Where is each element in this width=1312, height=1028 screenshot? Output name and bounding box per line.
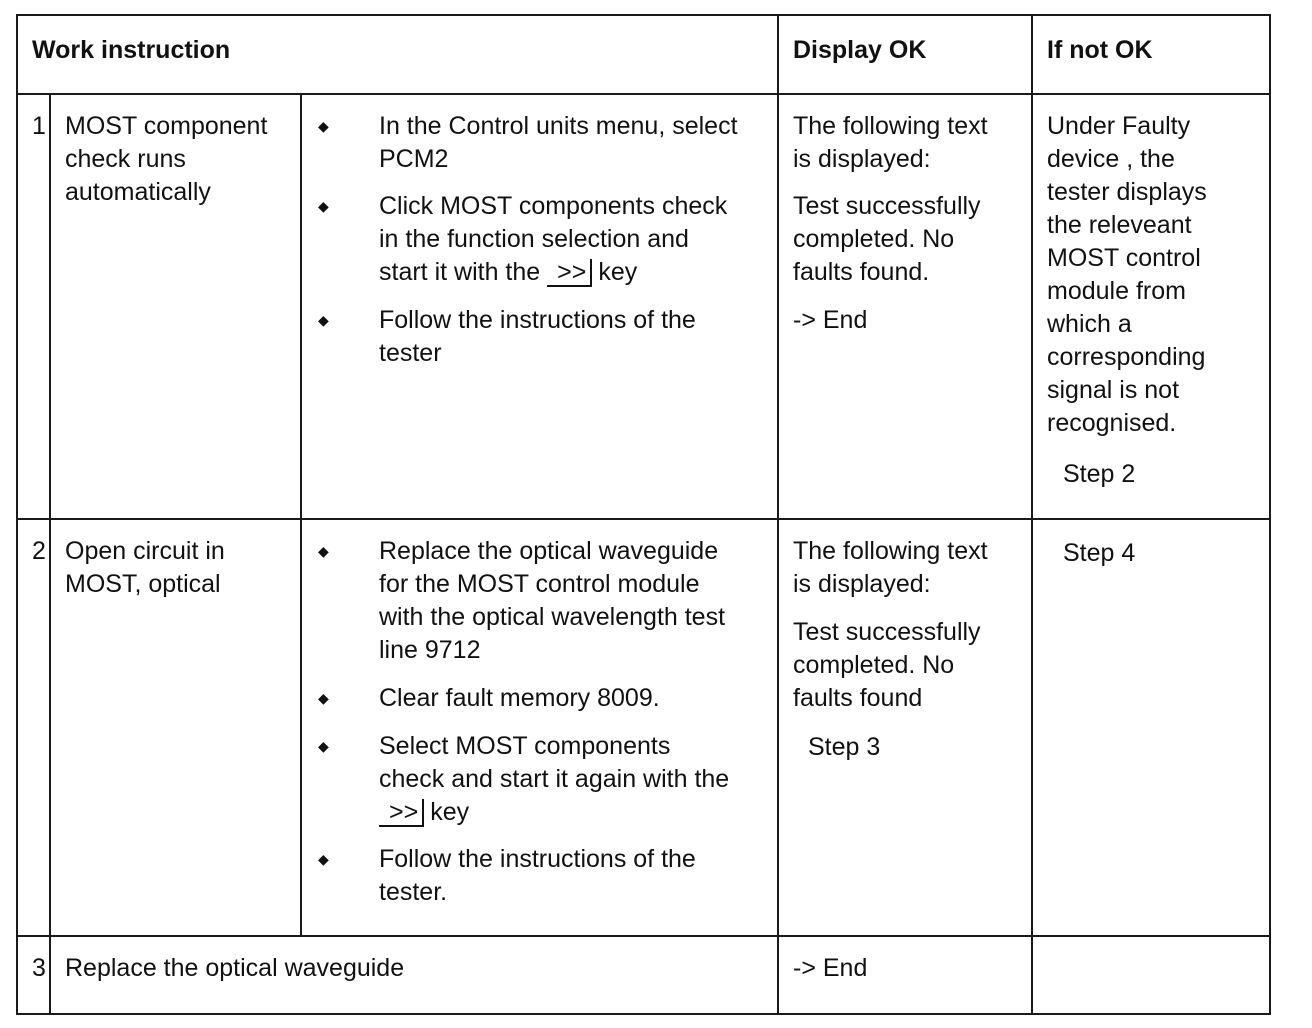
display-ok-result: Test successfully completed. No faults found. — [793, 192, 981, 286]
instruction-item: Click MOST components check in the function selection and start it with the >> key — [379, 192, 728, 286]
row-number: 3 — [32, 954, 46, 982]
instruction-item: Follow the instructions of the tester — [379, 306, 696, 367]
instruction-item: Replace the optical waveguide for the MOST control module with the optical wavelength test line 9712 — [379, 537, 726, 664]
bullet-icon: ◆ — [318, 690, 329, 706]
display-ok-next: Step 3 — [808, 733, 881, 761]
row-title: MOST component check runs automatically — [65, 112, 268, 206]
instruction-item: Select MOST components check and start it again with the >> key — [379, 732, 730, 826]
bullet-icon: ◆ — [318, 543, 329, 559]
forward-key-icon: >> — [379, 799, 424, 827]
row-title: Open circuit in MOST, optical — [65, 537, 225, 598]
instruction-item: Clear fault memory 8009. — [379, 684, 660, 712]
not-ok-next-step: Step 2 — [1063, 460, 1136, 488]
bullet-icon: ◆ — [318, 738, 329, 754]
row-number: 1 — [32, 112, 46, 140]
header-divider — [16, 93, 1271, 95]
row1-divider — [16, 518, 1271, 520]
header-display-ok: Display OK — [793, 36, 927, 64]
forward-key-icon: >> — [547, 259, 592, 287]
row2-divider — [16, 935, 1271, 937]
instruction-item: In the Control units menu, select PCM2 — [379, 112, 738, 173]
row-title: Replace the optical waveguide — [65, 954, 405, 982]
bullet-icon: ◆ — [318, 118, 329, 134]
display-ok-next: -> End — [793, 306, 868, 334]
not-ok-text: Under Faulty device , the tester displays the releveant MOST control module from which a corresponding signal is not recognised. — [1047, 112, 1207, 437]
header-work-instruction: Work instruction — [32, 36, 231, 64]
row-number: 2 — [32, 537, 46, 565]
col-divider-number — [49, 93, 51, 1015]
display-ok-result: Test successfully completed. No faults found — [793, 618, 981, 712]
bullet-icon: ◆ — [318, 312, 329, 328]
instruction-item: Follow the instructions of the tester. — [379, 845, 696, 906]
display-ok-text: The following text is displayed: — [793, 537, 988, 598]
col-divider-display — [777, 14, 779, 1015]
display-ok-next: -> End — [793, 954, 868, 982]
bullet-icon: ◆ — [318, 198, 329, 214]
bullet-icon: ◆ — [318, 851, 329, 867]
not-ok-next-step: Step 4 — [1063, 539, 1136, 567]
header-if-not-ok: If not OK — [1047, 36, 1153, 64]
col-divider-notok — [1031, 14, 1033, 1015]
col-divider-title — [300, 93, 302, 937]
display-ok-text: The following text is displayed: — [793, 112, 988, 173]
